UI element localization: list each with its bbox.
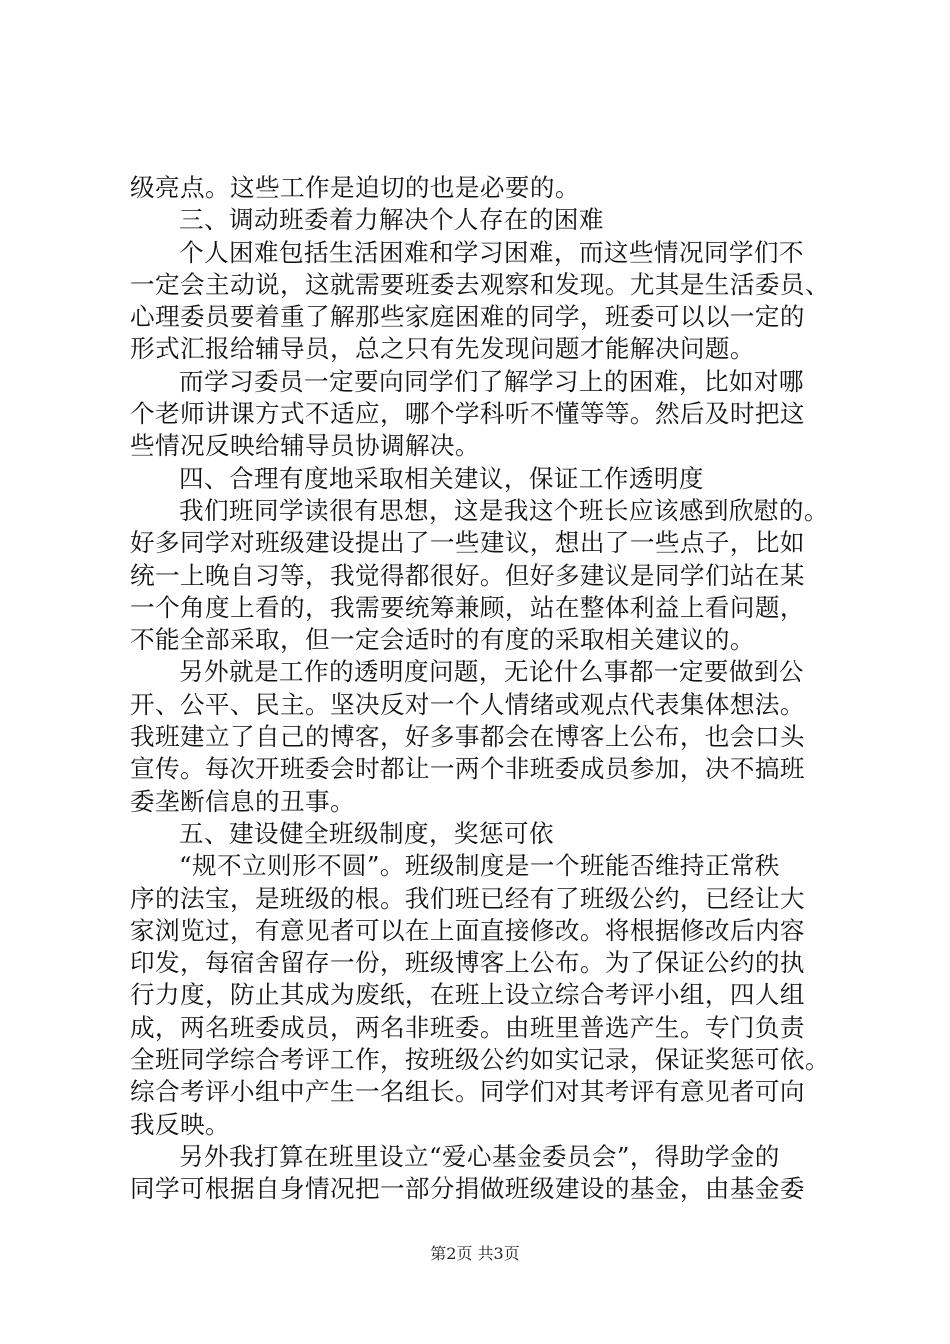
- text-line: 形式汇报给辅导员，总之只有先发现问题才能解决问题。: [130, 334, 755, 364]
- text-line: 三、调动班委着力解决个人存在的困难: [179, 205, 604, 235]
- text-line: 同学可根据自身情况把一部分捐做班级建设的基金，由基金委: [130, 1174, 805, 1204]
- text-line: 级亮点。这些工作是迫切的也是必要的。: [130, 173, 580, 202]
- text-line: 全班同学综合考评工作，按班级公约如实记录，保证奖惩可依。: [130, 1045, 830, 1075]
- text-line: 个人困难包括生活困难和学习困难，而这些情况同学们不: [179, 237, 804, 267]
- text-line: 另外就是工作的透明度问题，无论什么事都一定要做到公: [179, 657, 804, 687]
- text-line: 五、建设健全班级制度，奖惩可依: [179, 818, 554, 848]
- text-line: 不能全部采取，但一定会适时的有度的采取相关建议的。: [130, 625, 755, 655]
- text-line: 心理委员要着重了解那些家庭困难的同学，班委可以以一定的: [130, 302, 805, 332]
- text-line: 印发，每宿舍留存一份，班级博客上公布。为了保证公约的执: [130, 948, 805, 978]
- text-line: 开、公平、民主。坚决反对一个人情绪或观点代表集体想法。: [130, 689, 805, 719]
- text-line: 成，两名班委成员，两名非班委。由班里普选产生。专门负责: [130, 1012, 805, 1042]
- text-line: 些情况反映给辅导员协调解决。: [130, 431, 480, 461]
- text-line: 好多同学对班级建设提出了一些建议，想出了一些点子，比如: [130, 528, 805, 558]
- text-line: “规不立则形不圆”。班级制度是一个班能否维持正常秩: [179, 851, 780, 881]
- text-line: 统一上晚自习等，我觉得都很好。但好多建议是同学们站在某: [130, 560, 805, 590]
- text-line: 行力度，防止其成为废纸，在班上设立综合考评小组，四人组: [130, 980, 805, 1010]
- text-line: 个老师讲课方式不适应，哪个学科听不懂等等。然后及时把这: [130, 399, 805, 429]
- text-line: 委垄断信息的丑事。: [130, 786, 355, 816]
- text-line: 我们班同学读很有思想，这是我这个班长应该感到欣慰的。: [179, 495, 829, 525]
- page-footer: 第2页 共3页: [430, 1244, 520, 1263]
- text-line: 序的法宝，是班级的根。我们班已经有了班级公约，已经让大: [130, 883, 805, 913]
- text-line: 家浏览过，有意见者可以在上面直接修改。将根据修改后内容: [130, 915, 805, 945]
- text-line: 一定会主动说，这就需要班委去观察和发现。尤其是生活委员、: [130, 269, 830, 299]
- text-line: 我反映。: [130, 1109, 230, 1139]
- text-line: 宣传。每次开班委会时都让一两个非班委成员参加，决不搞班: [130, 754, 805, 784]
- text-line: 而学习委员一定要向同学们了解学习上的困难，比如对哪: [179, 366, 804, 396]
- text-line: 我班建立了自己的博客，好多事都会在博客上公布，也会口头: [130, 722, 805, 752]
- text-line: 综合考评小组中产生一名组长。同学们对其考评有意见者可向: [130, 1077, 805, 1107]
- document-body: [130, 172, 830, 1206]
- text-line: 另外我打算在班里设立“爱心基金委员会”，得助学金的: [179, 1141, 780, 1171]
- text-line: 四、合理有度地采取相关建议，保证工作透明度: [179, 463, 704, 493]
- text-line: 一个角度上看的，我需要统筹兼顾，站在整体利益上看问题，: [130, 592, 805, 622]
